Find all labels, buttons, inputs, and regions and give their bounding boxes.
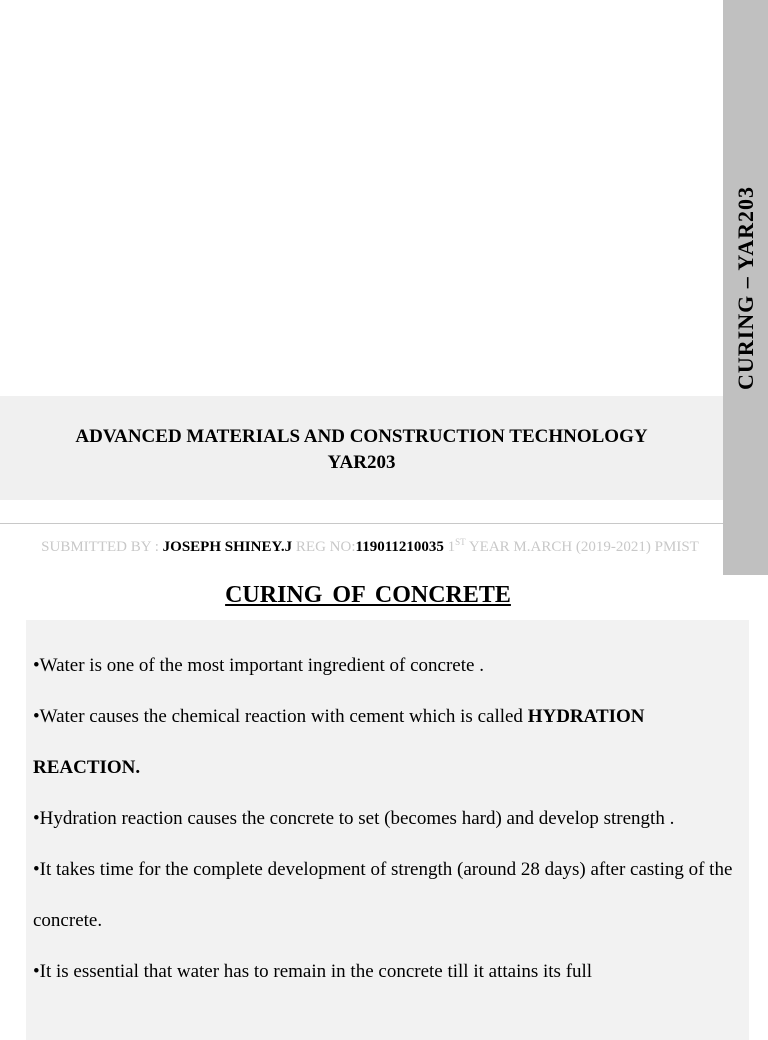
year-superscript: ST (455, 537, 466, 547)
year-number: 1 (443, 539, 456, 555)
title-band (0, 396, 723, 500)
bullet-item: •Water is one of the most important ingredient of concrete . (33, 655, 484, 676)
submitted-by-label: SUBMITTED BY : (41, 539, 163, 555)
reg-no-label: REG NO: (292, 539, 356, 555)
bullet-item: •It is essential that water has to remain in the concrete till it attains its full (33, 961, 593, 982)
page-heading: CURING OF CONCRETE (225, 582, 511, 608)
year-program: YEAR M.ARCH (2019-2021) PMIST (465, 539, 699, 555)
course-title: ADVANCED MATERIALS AND CONSTRUCTION TECHNOLOGY (75, 426, 648, 447)
reg-no-value: 119011210035 (355, 539, 444, 555)
side-tab-title: CURING – YAR203 (732, 185, 758, 391)
bullet-item: •It takes time for the complete development of strength (around 28 days) after casting of the concrete. (33, 859, 733, 931)
divider (0, 523, 723, 524)
submission-info (20, 532, 720, 557)
course-code: YAR203 (327, 452, 396, 473)
bullet-item: •Water causes the chemical reaction with cement which is called HYDRATION REACTION. (33, 706, 645, 778)
bullet-item: •Hydration reaction causes the concrete to set (becomes hard) and develop strength . (33, 808, 675, 829)
content-box (26, 620, 749, 1040)
student-name: JOSEPH SHINEY.J (162, 539, 293, 555)
side-tab (723, 0, 768, 575)
